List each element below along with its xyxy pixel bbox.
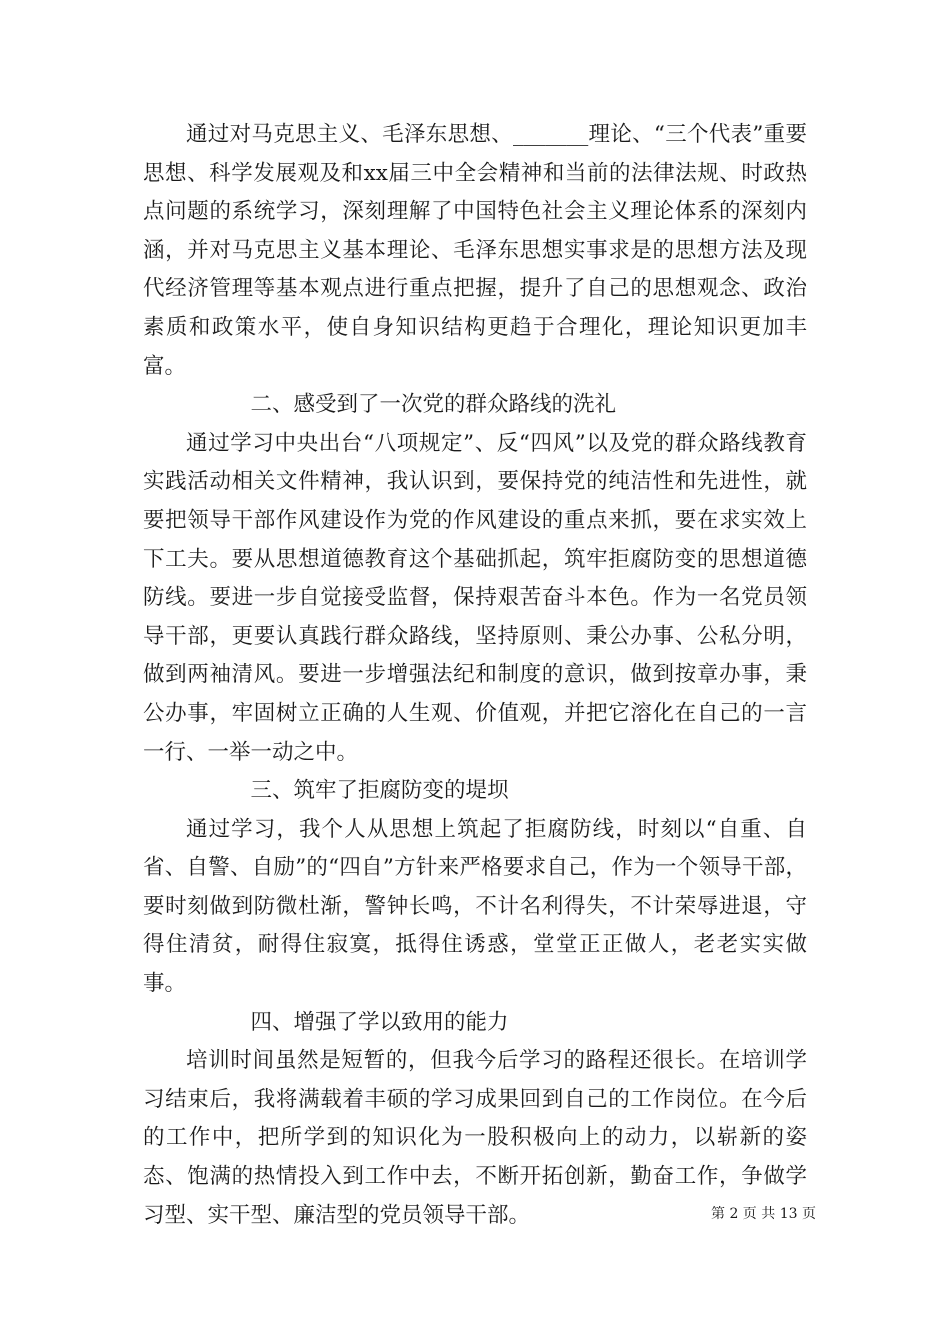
- section-heading-4: 四、增强了学以致用的能力: [250, 1009, 509, 1035]
- page-number-footer: 第 2 页 共 13 页: [711, 1206, 816, 1222]
- paragraph-apply-learning: 培训时间虽然是短暂的，但我今后学习的路程还很长。在培训学习结束后，我将满载着丰硕的学习成果回到自己的工作岗位。在今后的工作中，把所学到的知识化为一股积极向上的动力，以崭新的姿态、饱满的热情投入到工作中去，不断开拓创新，勤奋工作，争做学习型、实干型、廉洁型的党员领导干部。: [143, 1048, 807, 1228]
- paragraph-study-theory: 通过对马克思主义、毛泽东思想、_______理论、“三个代表”重要思想、科学发展观及和xx届三中全会精神和当前的法律法规、时政热点问题的系统学习，深刻理解了中国特色社会主义理论体系的深刻内涵，并对马克思主义基本理论、毛泽东思想实事求是的思想方法及现代经济管理等基本观点进行重点把握，提升了自己的思想观念、政治素质和政策水平，使自身知识结构更趋于合理化，理论知识更加丰富。: [143, 122, 807, 379]
- section-heading-2: 二、感受到了一次党的群众路线的洗礼: [250, 392, 617, 418]
- paragraph-anti-corruption: 通过学习，我个人从思想上筑起了拒腐防线，时刻以“自重、自省、自警、自励”的“四自”方针来严格要求自己，作为一个领导干部，要时刻做到防微杜渐，警钟长鸣，不计名利得失，不计荣辱进退，守得住清贫，耐得住寂寞，抵得住诱惑，堂堂正正做人，老老实实做事。: [143, 816, 807, 997]
- paragraph-mass-line: 通过学习中央出台“八项规定”、反“四风”以及党的群众路线教育实践活动相关文件精神，我认识到，要保持党的纯洁性和先进性，就要把领导干部作风建设作为党的作风建设的重点来抓，要在求实效上下工夫。要从思想道德教育这个基础抓起，筑牢拒腐防变的思想道德防线。要进一步自觉接受监督，保持艰苦奋斗本色。作为一名党员领导干部，更要认真践行群众路线，坚持原则、秉公办事、公私分明，做到两袖清风。要进一步增强法纪和制度的意识，做到按章办事，秉公办事，牢固树立正确的人生观、价值观，并把它溶化在自己的一言一行、一举一动之中。: [143, 430, 807, 765]
- document-body: [143, 116, 807, 1235]
- section-heading-3: 三、筑牢了拒腐防变的堤坝: [250, 778, 509, 804]
